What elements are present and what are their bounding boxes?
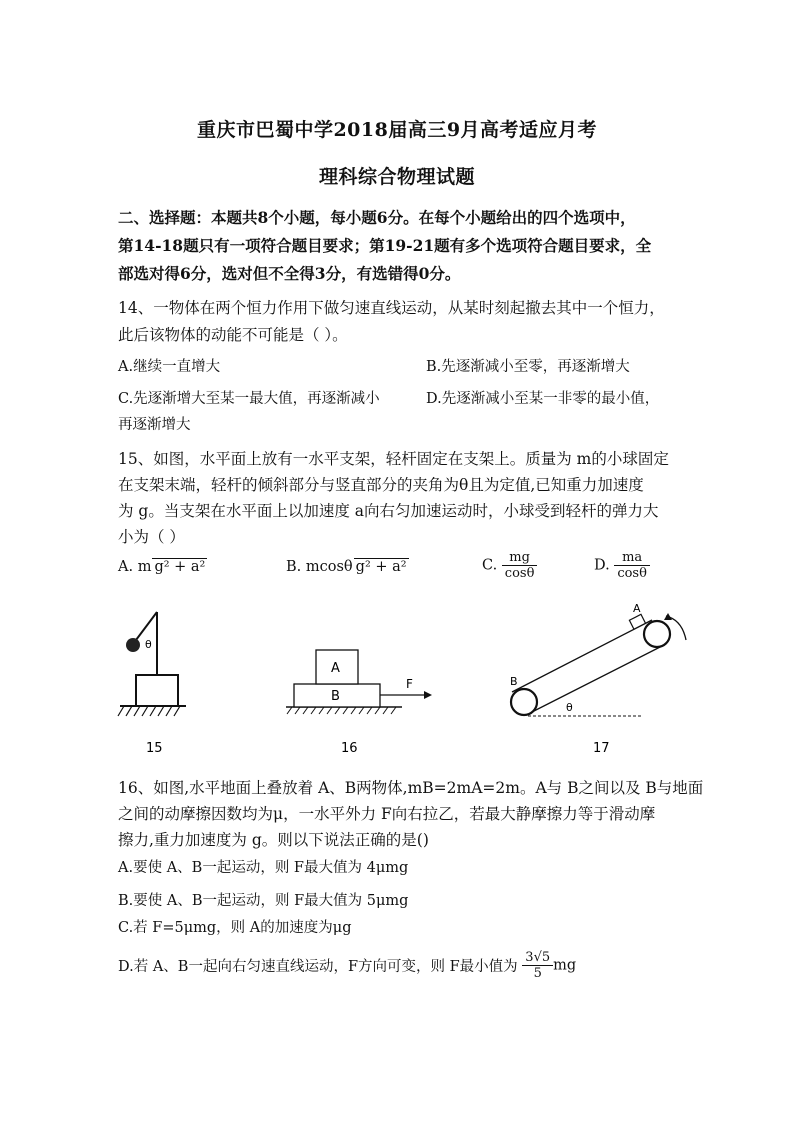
q16-stem-line-1: 16、如图,水平地面上叠放着 A、B两物体,mB=2mA=2m。A与 B之间以及 B与地面 (118, 779, 704, 797)
fig16-label-b: B (331, 689, 340, 704)
q14-option-c: C.先逐渐增大至某一最大值，再逐渐减小 (118, 391, 380, 407)
q16-option-c: C.若 F=5μmg，则 A的加速度为μg (118, 920, 352, 936)
q15-option-c-numerator: mg (502, 550, 538, 566)
q14-stem-line-1: 14、一物体在两个恒力作用下做匀速直线运动，从某时刻起撤去其中一个恒力， (118, 299, 665, 317)
q15-option-b (286, 558, 409, 575)
section-intro-line-3: 部选对得6分，选对但不全得3分，有选错得0分。 (118, 264, 461, 283)
page-subtitle: 理科综合物理试题 (318, 166, 475, 188)
q16-option-d-numerator: 3√5 (522, 950, 553, 966)
q14-stem-line-2: 此后该物体的动能不可能是（ ）。 (118, 326, 348, 344)
section-intro-line-2: 第14-18题只有一项符合题目要求；第19-21题有多个选项符合题目要求，全 (118, 236, 652, 255)
q15-option-a-radical: g² + a² (154, 559, 206, 575)
fig17-rotation-arrowhead (664, 613, 672, 620)
q14-option-d-line-1: D.先逐渐减小至某一非零的最小值， (426, 391, 660, 407)
q16-option-b: B.要使 A、B一起运动，则 F最大值为 5μmg (118, 893, 409, 909)
q15-option-d (594, 550, 650, 581)
q15-option-c-fraction (502, 550, 538, 581)
q16-option-d-denominator: 5 (533, 966, 542, 981)
fig16-hatching (287, 707, 396, 714)
q15-option-b-radical: g² + a² (355, 559, 407, 575)
fig17-label-b: B (510, 675, 518, 688)
q15-option-b-prefix: B. mcosθ (286, 559, 353, 575)
q15-stem-line-1: 15、如图，水平面上放有一水平支架，轻杆固定在支架上。质量为 m的小球固定 (118, 450, 669, 468)
fig16-label-a: A (331, 661, 340, 676)
figures-strip (0, 600, 794, 760)
q14-option-d-line-2: 再逐渐增大 (118, 417, 191, 433)
fig16-force-label: F (406, 677, 413, 691)
figure-15 (118, 612, 186, 756)
fig15-ball (126, 638, 140, 652)
fig17-pulley-a (644, 621, 670, 647)
fig16-caption: 16 (341, 741, 358, 756)
fig17-caption: 17 (593, 741, 610, 756)
q15-stem-line-4: 小为（ ） (118, 528, 185, 546)
fig15-support-base (136, 675, 178, 706)
q16-option-d-prefix: D.若 A、B一起向右匀速直线运动，F方向可变，则 F最小值为 (118, 959, 518, 975)
q15-option-d-numerator: ma (614, 550, 650, 566)
fig16-force-arrowhead (424, 691, 432, 699)
q16-option-d (118, 950, 576, 981)
fig17-belt-top (512, 620, 652, 692)
q14-option-b: B.先逐渐减小至零，再逐渐增大 (426, 359, 630, 375)
q15-option-d-denominator: cosθ (617, 566, 647, 581)
q15-option-d-prefix: D. (594, 557, 610, 574)
q15-option-c (482, 550, 537, 581)
fig17-theta: θ (566, 701, 573, 714)
q15-option-a-prefix: A. m (118, 559, 152, 575)
q14-option-a: A.继续一直增大 (118, 359, 221, 375)
q16-stem-line-3: 擦力,重力加速度为 g。则以下说法正确的是() (118, 831, 429, 849)
q15-stem-line-3: 为 g。当支架在水平面上以加速度 a向右匀加速运动时，小球受到轻杆的弹力大 (118, 502, 659, 520)
page-title: 重庆市巴蜀中学2018届高三9月高考适应月考 (196, 119, 598, 141)
q15-option-c-prefix: C. (482, 557, 498, 574)
q15-option-a (118, 558, 207, 575)
q15-stem-line-2: 在支架末端，轻杆的倾斜部分与竖直部分的夹角为θ且为定值,已知重力加速度 (118, 476, 644, 494)
fig17-pulley-b (511, 689, 537, 715)
q16-option-d-fraction (522, 950, 553, 981)
fig15-hatching (118, 706, 180, 716)
figure-16 (286, 650, 432, 756)
fig17-block (629, 614, 645, 629)
q16-option-d-suffix: mg (553, 957, 577, 974)
q15-option-c-denominator: cosθ (504, 566, 535, 581)
fig15-theta: θ (145, 638, 152, 651)
fig17-label-a: A (633, 602, 641, 615)
fig15-caption: 15 (146, 741, 163, 756)
fig15-inclined-rod (136, 612, 157, 640)
q16-stem-line-2: 之间的动摩擦因数均为μ，一水平外力 F向右拉乙，若最大静摩擦力等于滑动摩 (118, 805, 656, 823)
q15-option-d-fraction (614, 550, 650, 581)
fig17-belt-bottom (532, 644, 666, 712)
figure-17 (510, 602, 686, 756)
q16-option-a: A.要使 A、B一起运动，则 F最大值为 4μmg (118, 860, 409, 876)
section-intro-line-1: 二、选择题：本题共8个小题，每小题6分。在每个小题给出的四个选项中， (118, 208, 636, 227)
